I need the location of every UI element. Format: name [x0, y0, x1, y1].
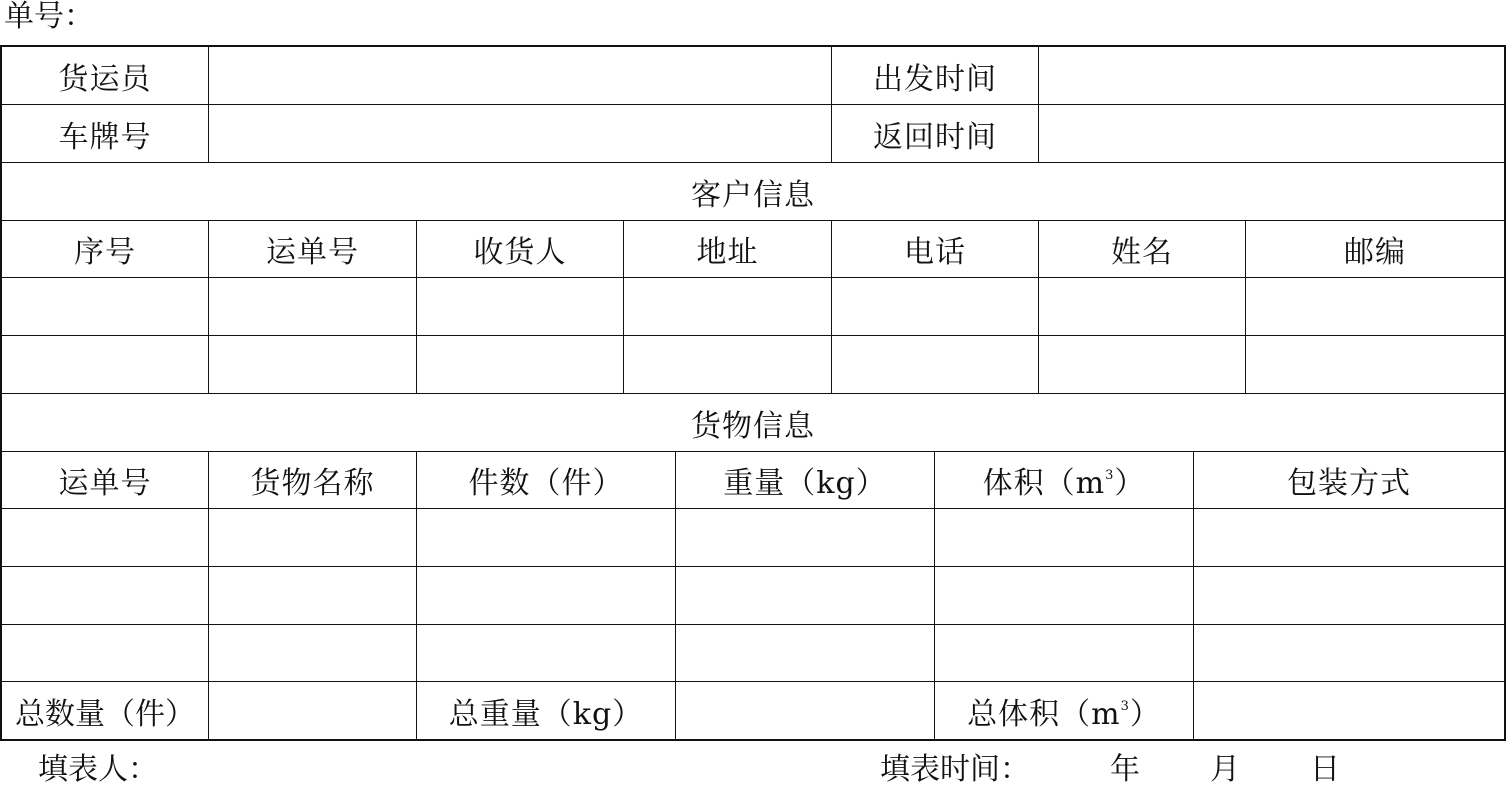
total-volume-close: ）	[1129, 696, 1161, 732]
cargo-col-waybill: 运单号	[58, 466, 152, 501]
total-count-label: 总数量（件）	[15, 696, 195, 732]
customer-col-consignee: 收货人	[473, 235, 567, 270]
cargo-col-goods-name: 货物名称	[250, 466, 375, 501]
customer-col-phone: 电话	[904, 235, 966, 270]
fill-year-label: 年	[1110, 752, 1140, 787]
shipper-field[interactable]	[209, 47, 831, 104]
total-volume-label-cell: 总体积（m $^3$ ）	[935, 682, 1193, 739]
total-volume-label: 总体积（m	[967, 696, 1121, 732]
order-number-label: 单号：	[4, 0, 94, 34]
cargo-col-packaging: 包装方式	[1287, 466, 1411, 501]
total-count-field[interactable]	[209, 682, 416, 739]
cargo-col-pieces: 件数（件）	[468, 466, 624, 501]
return-time-label: 返回时间	[873, 119, 997, 155]
cargo-volume-label: 体积（m	[982, 466, 1106, 501]
customer-col-address: 地址	[696, 235, 759, 270]
shipper-label: 货运员	[58, 61, 152, 97]
plate-field[interactable]	[209, 105, 831, 162]
cargo-col-volume: 体积（m $^3$ ）	[935, 452, 1193, 508]
total-weight-label: 总重量（kg）	[448, 696, 644, 732]
customer-row-2[interactable]	[2, 336, 1504, 393]
customer-col-name: 姓名	[1111, 235, 1173, 270]
depart-time-field[interactable]	[1039, 47, 1504, 104]
customer-section-title: 客户信息	[691, 177, 815, 213]
depart-time-label: 出发时间	[873, 61, 997, 97]
cargo-row-1[interactable]	[2, 509, 1504, 566]
cargo-row-2[interactable]	[2, 567, 1504, 624]
cargo-col-weight: 重量（kg）	[723, 466, 887, 501]
cargo-section-title: 货物信息	[691, 408, 815, 444]
cargo-volume-close: ）	[1114, 466, 1146, 501]
fill-day-label: 日	[1310, 752, 1340, 787]
shipment-form-table	[0, 45, 1506, 741]
customer-col-index: 序号	[74, 235, 136, 270]
total-weight-field[interactable]	[676, 682, 934, 739]
customer-col-postcode: 邮编	[1344, 235, 1406, 270]
fill-time-label: 填表时间：	[880, 752, 1030, 787]
fill-month-label: 月	[1210, 752, 1240, 787]
return-time-field[interactable]	[1039, 105, 1504, 162]
total-volume-field[interactable]	[1194, 682, 1504, 739]
customer-row-1[interactable]	[2, 278, 1504, 335]
plate-label: 车牌号	[58, 119, 152, 155]
cargo-row-3[interactable]	[2, 625, 1504, 681]
customer-col-waybill: 运单号	[266, 235, 359, 270]
filler-label: 填表人：	[38, 752, 158, 787]
